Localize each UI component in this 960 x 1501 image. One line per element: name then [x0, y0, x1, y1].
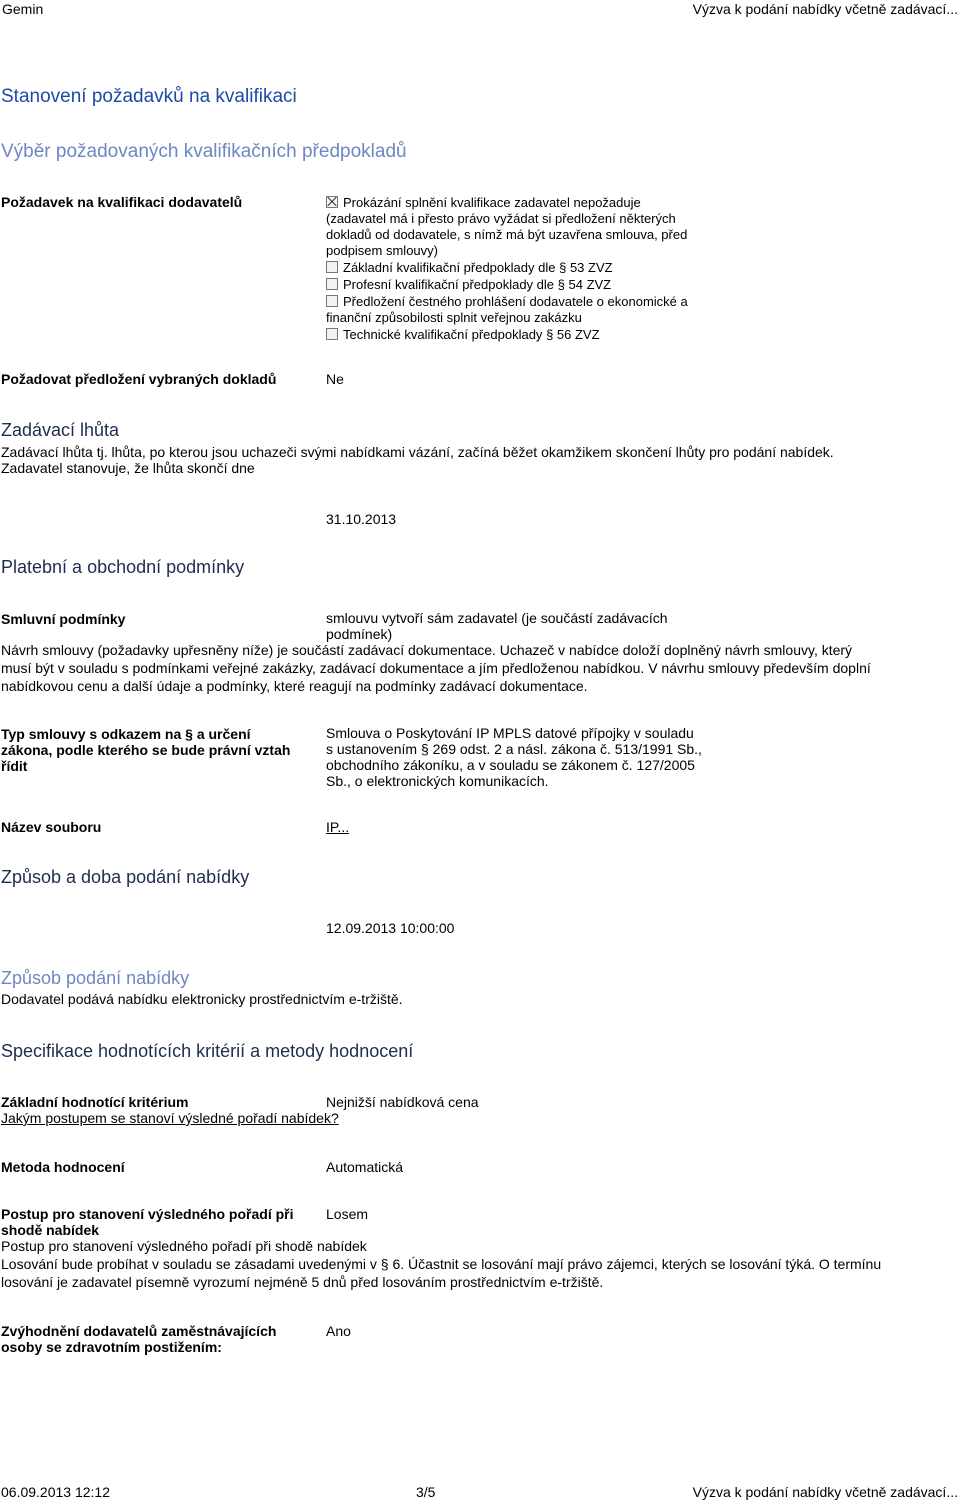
- option-basic-53: Základní kvalifikační předpoklady dle § 53 ZVZ: [326, 260, 766, 276]
- section-sign: §: [546, 327, 554, 342]
- checkbox-icon[interactable]: [326, 295, 338, 307]
- disabled-employees-label: Zvýhodnění dodavatelů zaměstnávajících osoby se zdravotním postižením:: [1, 1323, 277, 1355]
- checkbox-icon[interactable]: [326, 328, 338, 340]
- evaluation-method-value: Automatická: [326, 1159, 404, 1175]
- header-left: Gemin: [2, 1, 44, 17]
- basic-criterion-value: Nejnižší nabídková cena: [326, 1094, 479, 1110]
- section-sign: §: [420, 741, 429, 757]
- documents-label: Požadovat předložení vybraných dokladů: [1, 371, 277, 387]
- subsection-title-method: Způsob podání nabídky: [1, 968, 190, 988]
- tie-value: Losem: [326, 1206, 369, 1222]
- deadline-text-2: Zadavatel stanovuje, že lhůta skončí dne: [1, 460, 255, 476]
- submission-method-text: Dodavatel podává nabídku elektronicky prostřednictvím e-tržiště.: [1, 991, 403, 1007]
- option-technical-56: Technické kvalifikační předpoklady § 56 ZVZ: [326, 327, 766, 343]
- tie-text-3: losování je zadavatel písemně vyrozumí nejméně 5 dnů před losováním prostřednictvím e-tržiště.: [1, 1274, 604, 1290]
- tie-text-1: Postup pro stanovení výsledného pořadí při shodě nabídek: [1, 1238, 367, 1254]
- contract-type-label: Typ smlouvy s odkazem na § a určení zákona, podle kterého se bude právní vztah řídit: [1, 726, 291, 774]
- section-sign: §: [559, 260, 567, 275]
- section-sign: §: [380, 1256, 389, 1272]
- header-right: Výzva k podání nabídky včetně zadávací...: [692, 1, 958, 17]
- footer-page: 3/5: [416, 1484, 436, 1500]
- checkbox-icon[interactable]: [326, 261, 338, 273]
- option-professional-54: Profesní kvalifikační předpoklady dle § 54 ZVZ: [326, 277, 766, 293]
- deadline-date: 31.10.2013: [326, 511, 397, 527]
- disabled-employees-value: Ano: [326, 1323, 351, 1339]
- section-sign: §: [557, 277, 565, 292]
- contract-para-2: musí být v souladu s podmínkami veřejné zakázky, zadávací dokumentace a jím předloženou nabídkou. V návrhu smlouvy především doplní: [1, 660, 871, 676]
- qualification-options: [326, 195, 766, 343]
- contract-value-1: smlouvu vytvoří sám zadavatel (je součástí zadávacích: [326, 610, 668, 626]
- section-title-submission: Způsob a doba podání nabídky: [1, 867, 250, 887]
- option-no-qualification: Prokázání splnění kvalifikace zadavatel nepožaduje (zadavatel má i přesto právo vyžádat si předložení některých dokladů od dodavatele, s nímž má být uzavřena smlouva, před podpisem smlouvy): [326, 195, 688, 258]
- documents-value: Ne: [326, 371, 344, 387]
- section-title-payment: Platební a obchodní podmínky: [1, 557, 245, 577]
- file-label: Název souboru: [1, 819, 102, 835]
- contract-para-1: Návrh smlouvy (požadavky upřesněny níže) je součástí zadávací dokumentace. Uchazeč v nabídce doloží doplněný návrh smlouvy, který: [1, 642, 853, 658]
- contract-para-3: nabídkovou cenu a další údaje a podmínky, které reagují na podmínky zadávací dokumentace.: [1, 678, 588, 694]
- section-title-qualification: Stanovení požadavků na kvalifikaci: [1, 86, 297, 107]
- section-title-deadline: Zadávací lhůta: [1, 420, 120, 440]
- option-economic: Předložení čestného prohlášení dodavatele o ekonomické a finanční způsobilosti splnit veřejnou zakázku: [326, 294, 688, 325]
- checkbox-checked-icon[interactable]: [326, 196, 338, 208]
- qualification-label: Požadavek na kvalifikaci dodavatelů: [1, 194, 243, 210]
- contract-type-value: Smlouva o Poskytování IP MPLS datové přípojky v souladu s ustanovením § 269 odst. 2 a násl. zákona č. 513/1991 Sb., obchodního zákoníku, a v souladu se zákonem č. 127/2005 Sb., o elektronických komunikacích.: [326, 725, 702, 789]
- section-sign: §: [185, 726, 193, 742]
- file-link[interactable]: IP...: [326, 819, 350, 835]
- evaluation-method-label: Metoda hodnocení: [1, 1159, 125, 1175]
- footer-left: 06.09.2013 12:12: [1, 1484, 110, 1500]
- footer-right: Výzva k podání nabídky včetně zadávací...: [692, 1484, 958, 1500]
- tie-text-2: Losování bude probíhat v souladu se zásadami uvedenými v § 6. Účastnit se losování mají právo zájemci, kterých se losování týká. O termínu: [1, 1256, 882, 1272]
- contract-value-2: podmínek): [326, 626, 393, 642]
- basic-criterion-label: Základní hodnotící kritérium: [1, 1094, 189, 1110]
- subsection-title-qualification: Výběr požadovaných kvalifikačních předpokladů: [1, 141, 407, 162]
- deadline-text-1: Zadávací lhůta tj. lhůta, po kterou jsou uchazeči svými nabídkami vázání, začíná běžet okamžikem skončení lhůty pro podání nabídek.: [1, 444, 834, 460]
- section-title-criteria: Specifikace hodnotících kritérií a metody hodnocení: [1, 1041, 414, 1061]
- tie-label: Postup pro stanovení výsledného pořadí při shodě nabídek: [1, 1206, 294, 1238]
- submission-datetime: 12.09.2013 10:00:00: [326, 920, 455, 936]
- contract-label: Smluvní podmínky: [1, 611, 126, 627]
- checkbox-icon[interactable]: [326, 278, 338, 290]
- order-link[interactable]: Jakým postupem se stanoví výsledné pořadí nabídek?: [1, 1110, 339, 1126]
